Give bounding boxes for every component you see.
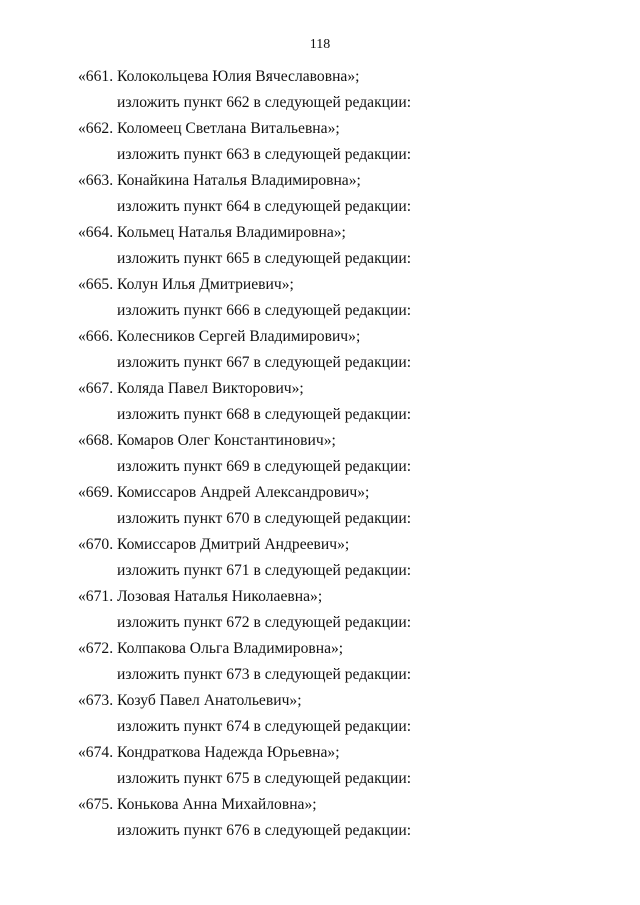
entry-text: «669. Комиссаров Андрей Александрович»; — [78, 484, 370, 501]
entry-text: «665. Колун Илья Дмитриевич»; — [78, 276, 294, 293]
entry-text: «667. Коляда Павел Викторович»; — [78, 380, 304, 397]
entry-instruction: изложить пункт 666 в следующей редакции: — [117, 302, 412, 319]
entry-text: «675. Конькова Анна Михайловна»; — [78, 796, 317, 813]
entry-text: «671. Лозовая Наталья Николаевна»; — [78, 588, 323, 605]
entry-text: «664. Кольмец Наталья Владимировна»; — [78, 224, 346, 241]
entry-text: «673. Козуб Павел Анатольевич»; — [78, 692, 302, 709]
entry-instruction: изложить пункт 668 в следующей редакции: — [117, 406, 412, 423]
entry-instruction: изложить пункт 676 в следующей редакции: — [117, 822, 412, 839]
list-item — [0, 119, 640, 171]
list-item — [0, 691, 640, 743]
list-item — [0, 379, 640, 431]
entry-text: «661. Колокольцева Юлия Вячеславовна»; — [78, 68, 360, 85]
entry-instruction: изложить пункт 672 в следующей редакции: — [117, 614, 412, 631]
entry-instruction: изложить пункт 673 в следующей редакции: — [117, 666, 412, 683]
page-number: 118 — [309, 37, 331, 52]
entry-instruction: изложить пункт 674 в следующей редакции: — [117, 718, 412, 735]
entry-instruction: изложить пункт 671 в следующей редакции: — [117, 562, 412, 579]
list-item — [0, 327, 640, 379]
list-item — [0, 223, 640, 275]
entry-text: «672. Колпакова Ольга Владимировна»; — [78, 640, 344, 657]
amendment-list — [0, 67, 640, 847]
list-item — [0, 587, 640, 639]
list-item — [0, 743, 640, 795]
list-item — [0, 639, 640, 691]
entry-text: «674. Кондраткова Надежда Юрьевна»; — [78, 744, 340, 761]
entry-instruction: изложить пункт 662 в следующей редакции: — [117, 94, 412, 111]
entry-instruction: изложить пункт 663 в следующей редакции: — [117, 146, 412, 163]
entry-text: «666. Колесников Сергей Владимирович»; — [78, 328, 361, 345]
entry-text: «668. Комаров Олег Константинович»; — [78, 432, 336, 449]
entry-instruction: изложить пункт 667 в следующей редакции: — [117, 354, 412, 371]
entry-text: «662. Коломеец Светлана Витальевна»; — [78, 120, 340, 137]
list-item — [0, 795, 640, 847]
list-item — [0, 535, 640, 587]
list-item — [0, 275, 640, 327]
entry-instruction: изложить пункт 675 в следующей редакции: — [117, 770, 412, 787]
entry-text: «663. Конайкина Наталья Владимировна»; — [78, 172, 361, 189]
list-item — [0, 171, 640, 223]
entry-instruction: изложить пункт 670 в следующей редакции: — [117, 510, 412, 527]
entry-text: «670. Комиссаров Дмитрий Андреевич»; — [78, 536, 350, 553]
entry-instruction: изложить пункт 664 в следующей редакции: — [117, 198, 412, 215]
list-item — [0, 483, 640, 535]
entry-instruction: изложить пункт 665 в следующей редакции: — [117, 250, 412, 267]
list-item — [0, 431, 640, 483]
entry-instruction: изложить пункт 669 в следующей редакции: — [117, 458, 412, 475]
list-item — [0, 67, 640, 119]
